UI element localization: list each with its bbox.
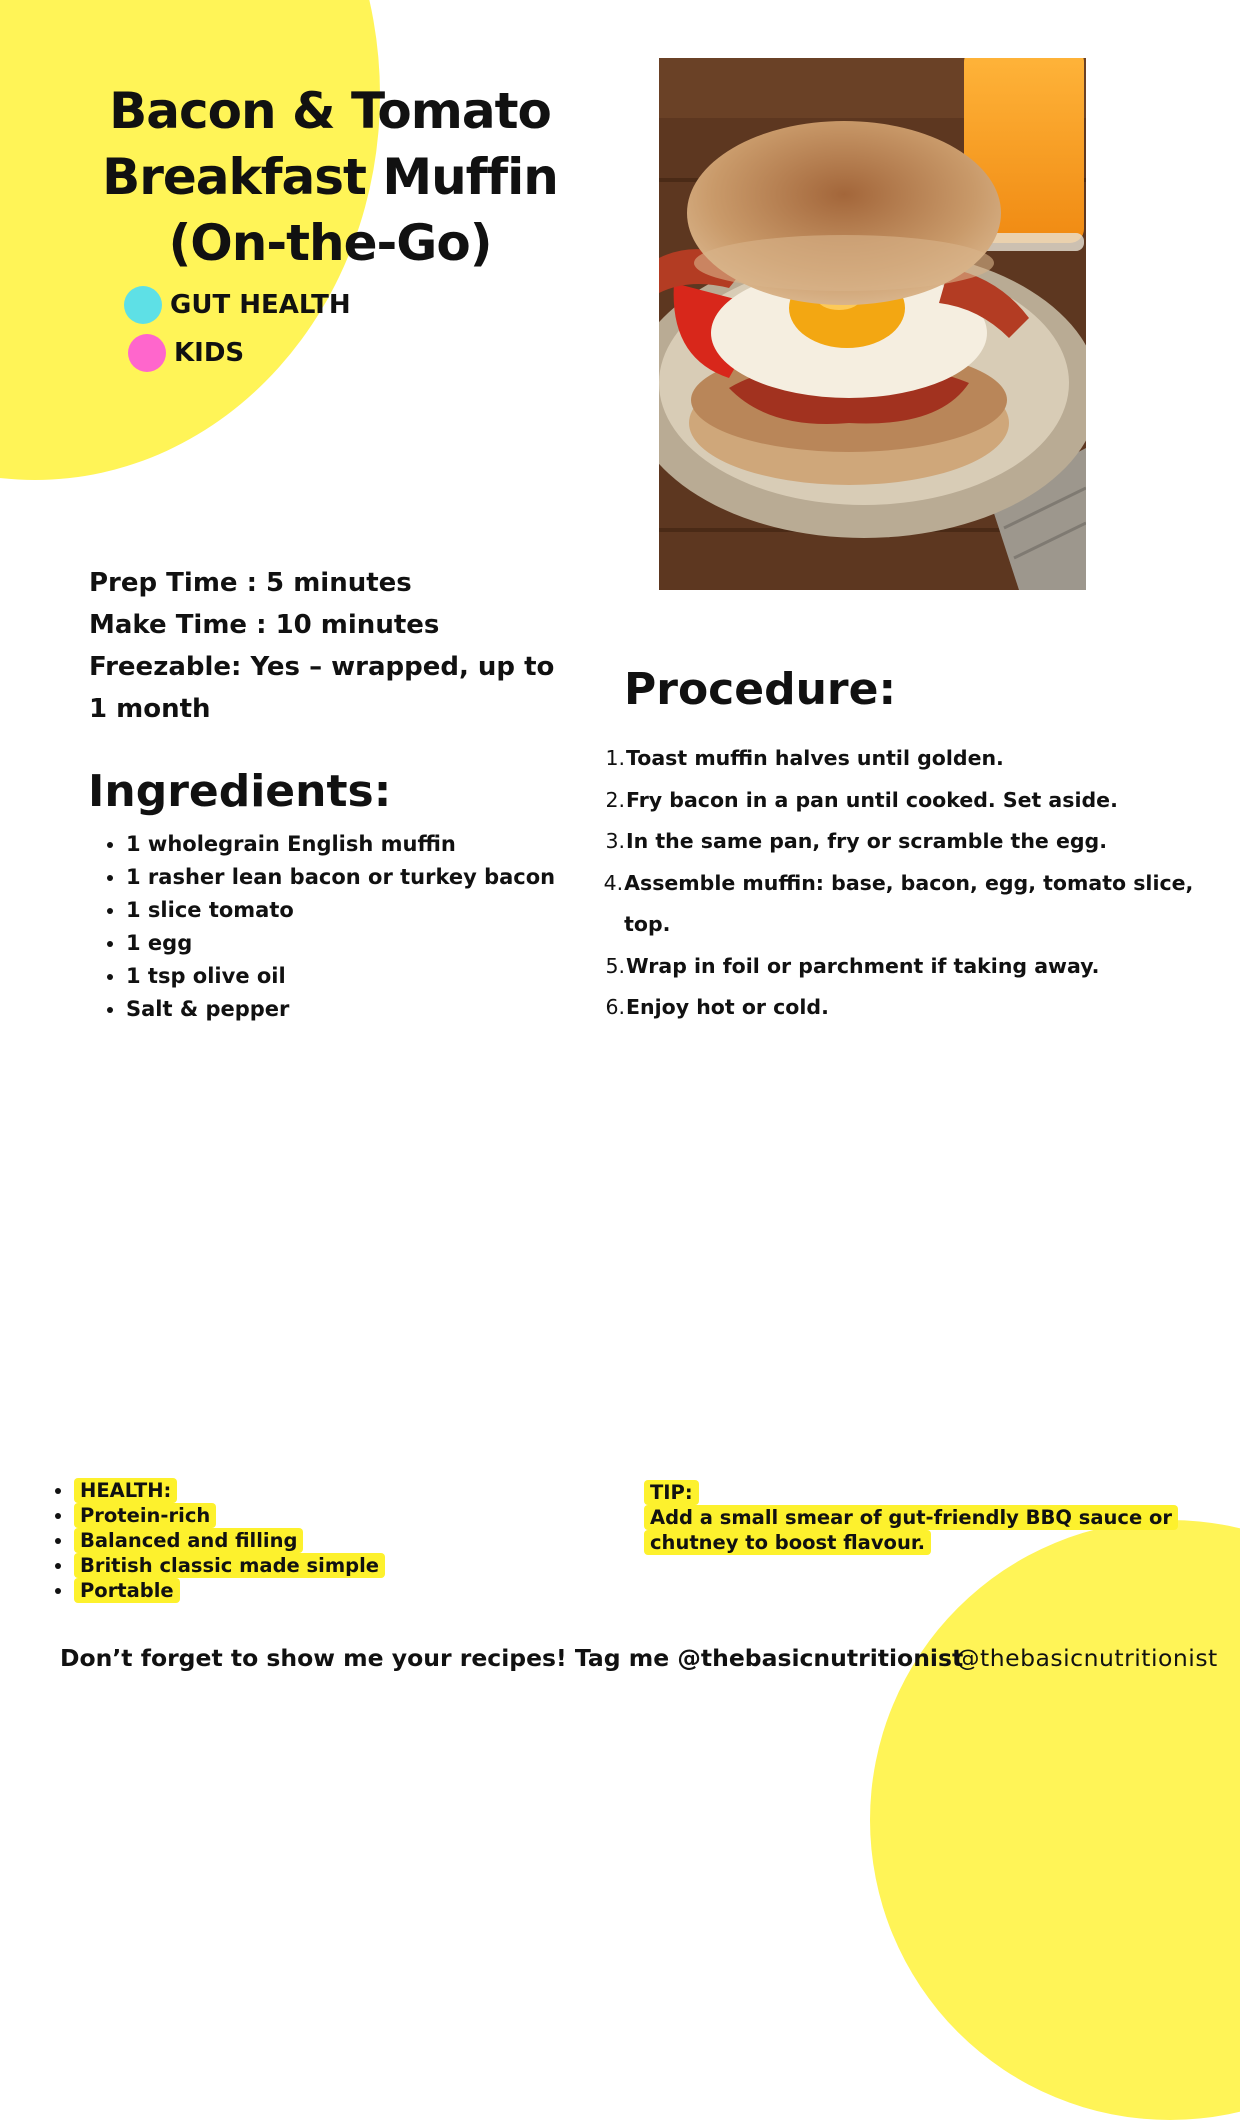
pink-dot-icon: [128, 334, 166, 372]
step-number: 1.: [605, 746, 625, 770]
step-number: 6.: [605, 995, 625, 1019]
health-item: British classic made simple: [74, 1553, 385, 1578]
health-label: HEALTH:: [74, 1478, 177, 1503]
cyan-dot-icon: [124, 286, 162, 324]
list-item: [74, 1503, 385, 1528]
ingredients-heading: Ingredients:: [88, 766, 392, 817]
step-text: Assemble muffin: base, bacon, egg, tomato slice, top.: [624, 870, 1194, 936]
list-item: [74, 1578, 385, 1603]
step-number: 4.: [603, 870, 624, 895]
step-number: 2.: [605, 787, 625, 812]
tag-label: KIDS: [174, 338, 245, 368]
step-number: 3.: [605, 829, 625, 853]
step-text: Fry bacon in a pan until cooked. Set aside.: [626, 787, 1118, 812]
list-item: [74, 1478, 385, 1503]
health-list: [58, 1478, 385, 1603]
freezable: Freezable: Yes – wrapped, up to 1 month: [89, 652, 555, 724]
list-item: • 1 wholegrain English muffin: [126, 828, 555, 861]
footer-call-to-action: Don’t forget to show me your recipes! Tag me @thebasicnutritionist: [60, 1644, 964, 1672]
procedure-list: [600, 738, 1200, 1029]
tag-gut-health: [124, 286, 351, 324]
recipe-title: [80, 78, 580, 276]
procedure-step: [600, 821, 1200, 863]
procedure-step: [600, 738, 1200, 780]
procedure-step: [600, 987, 1200, 1029]
procedure-step: [600, 863, 1200, 946]
recipe-photo: [659, 58, 1086, 590]
step-text: Enjoy hot or cold.: [626, 995, 829, 1019]
make-time: Make Time : 10 minutes: [89, 610, 440, 640]
step-text: In the same pan, fry or scramble the egg.: [626, 829, 1107, 853]
ingredients-list: [92, 828, 555, 1026]
tag-kids: [128, 334, 244, 372]
footer-handle: @thebasicnutritionist: [956, 1644, 1218, 1672]
title-line-3: (On-the-Go): [168, 214, 492, 272]
title-line-1: Bacon & Tomato: [109, 82, 551, 140]
health-item: Balanced and filling: [74, 1528, 303, 1553]
procedure-heading: Procedure:: [624, 664, 897, 715]
list-item: • 1 rasher lean bacon or turkey bacon: [126, 861, 555, 894]
list-item: • 1 egg: [126, 927, 555, 960]
breakfast-muffin-illustration: [659, 58, 1086, 590]
tip-text: Add a small smear of gut-friendly BBQ sauce or chutney to boost flavour.: [644, 1505, 1178, 1555]
tip-box: [644, 1480, 1204, 1555]
list-item: [74, 1553, 385, 1578]
step-text: Toast muffin halves until golden.: [626, 746, 1004, 770]
recipe-meta: [89, 562, 559, 730]
procedure-step: [600, 780, 1200, 822]
title-line-2: Breakfast Muffin: [102, 148, 558, 206]
list-item: [74, 1528, 385, 1553]
list-item: • 1 slice tomato: [126, 894, 555, 927]
tag-label: GUT HEALTH: [170, 290, 351, 320]
tip-label: TIP:: [644, 1480, 699, 1505]
prep-time: Prep Time : 5 minutes: [89, 568, 412, 598]
step-text: Wrap in foil or parchment if taking away.: [626, 953, 1100, 978]
step-number: 5.: [605, 953, 625, 978]
health-item: Protein-rich: [74, 1503, 216, 1528]
list-item: • 1 tsp olive oil: [126, 960, 555, 993]
health-item: Portable: [74, 1578, 180, 1603]
list-item: • Salt & pepper: [126, 993, 555, 1026]
decorative-yellow-circle-bottom: [870, 1520, 1240, 2120]
procedure-step: [600, 946, 1200, 988]
